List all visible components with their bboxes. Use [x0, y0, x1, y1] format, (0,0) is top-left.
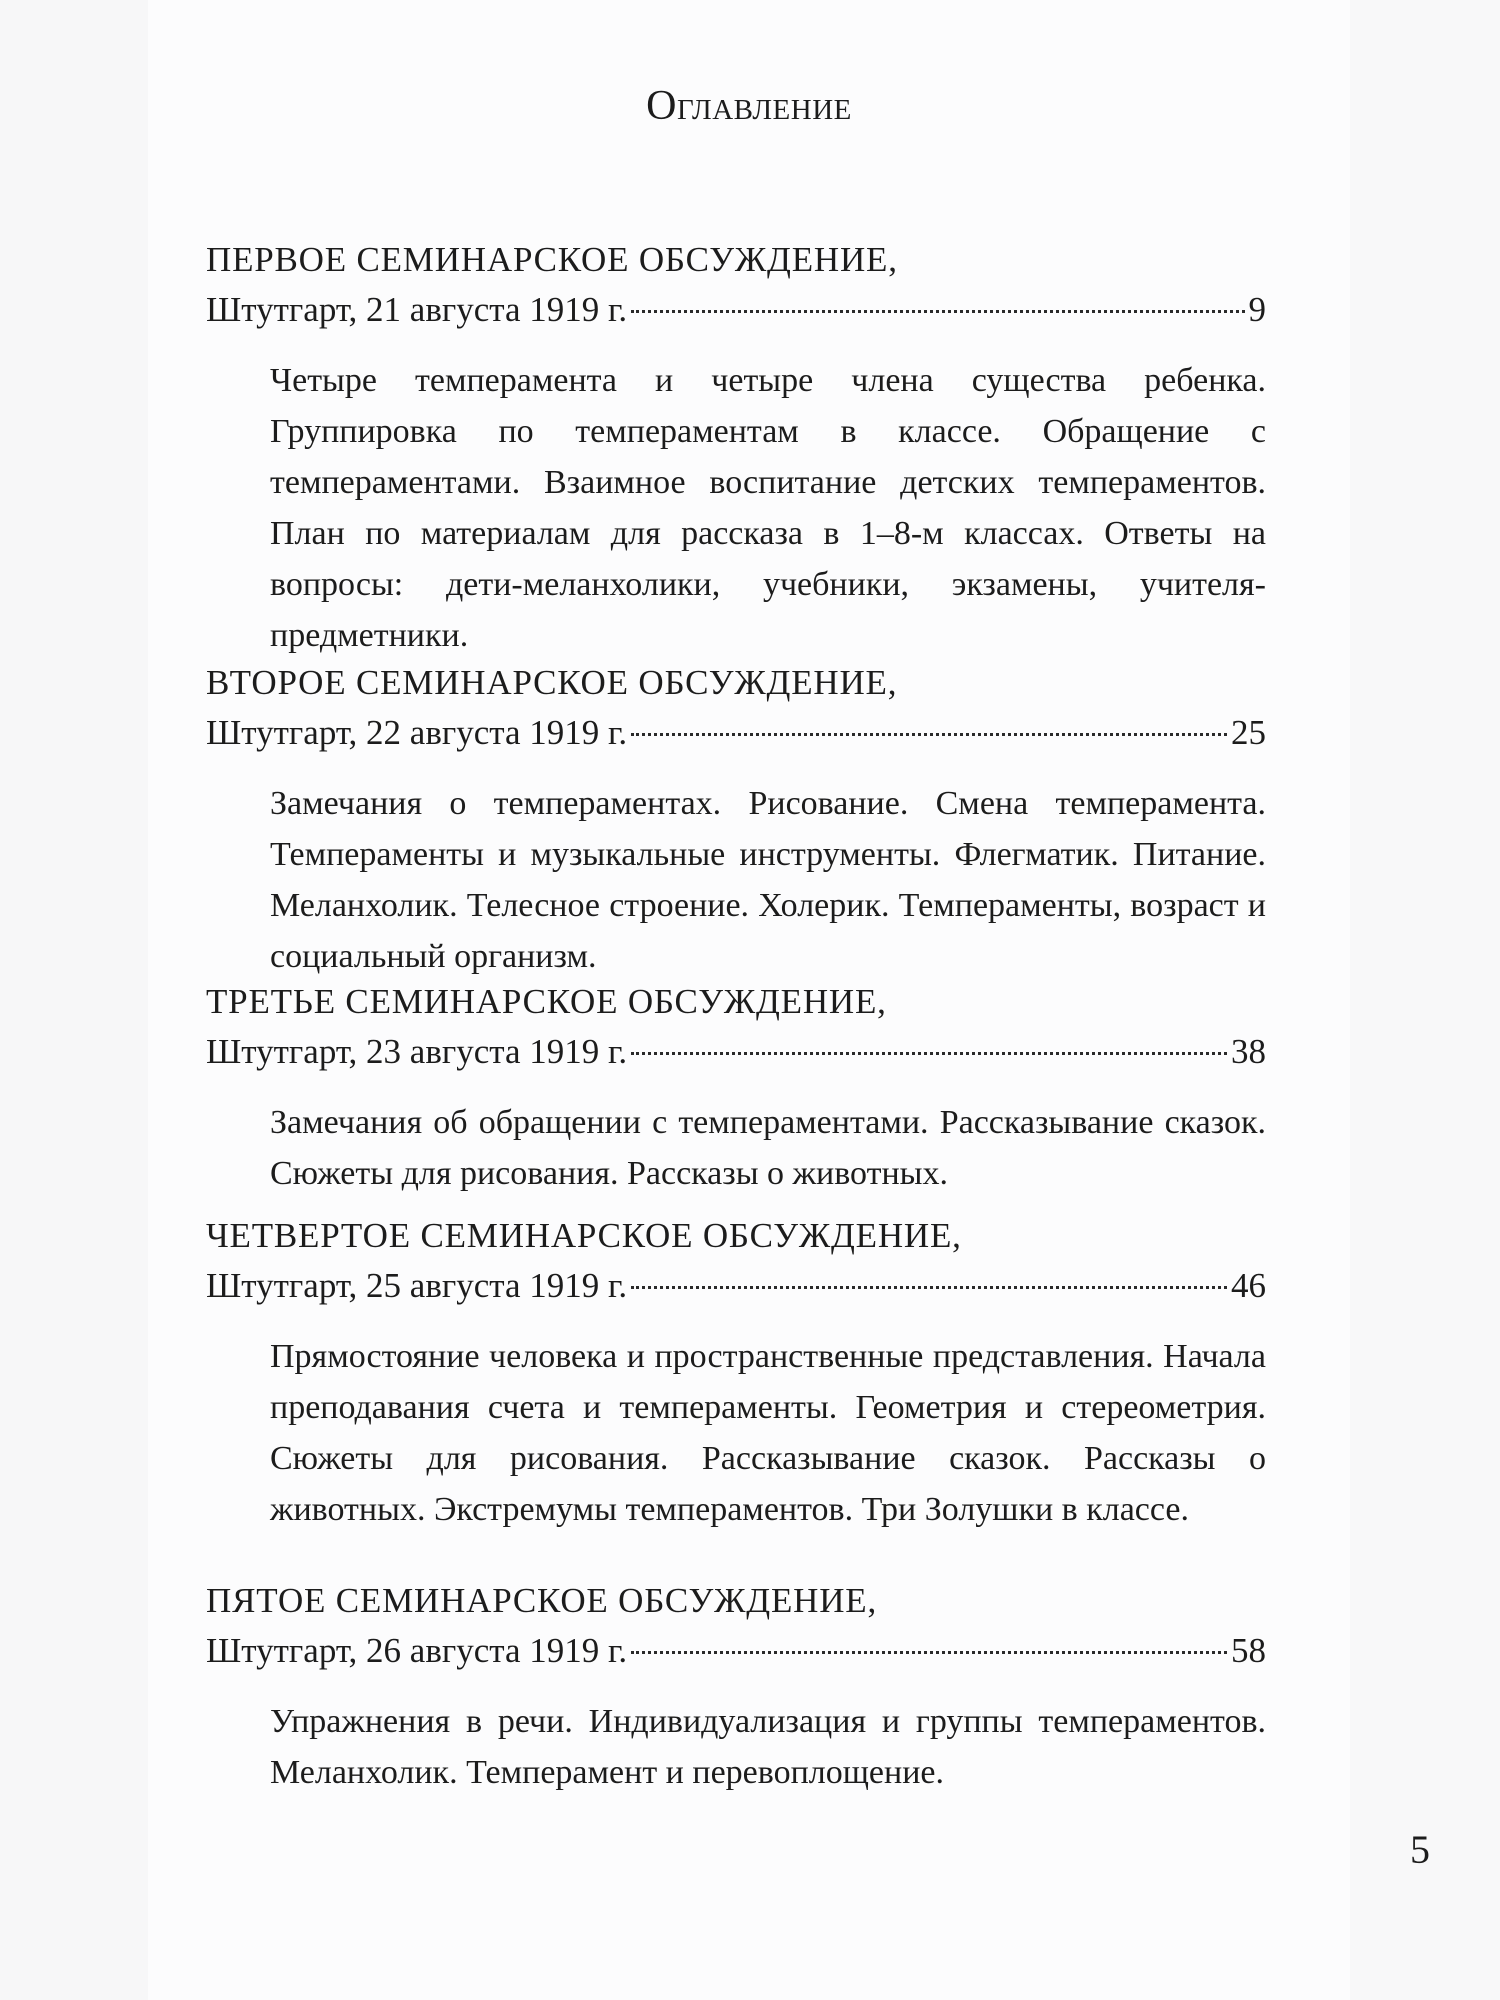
entry-description: Упражнения в речи. Индивидуализация и группы темпераментов. Меланхолик. Темперамент и перевоплощение. [270, 1703, 1266, 1791]
entry-page-number: 58 [1231, 1631, 1266, 1670]
toc-entry-2 [206, 658, 1408, 982]
toc-entry-1 [206, 235, 1408, 661]
entry-page-number: 46 [1231, 1266, 1266, 1305]
entry-title: ТРЕТЬЕ СЕМИНАРСКОЕ ОБСУЖДЕНИЕ, [206, 982, 887, 1021]
entry-title: ПЯТОЕ СЕМИНАРСКОЕ ОБСУЖДЕНИЕ, [206, 1581, 878, 1620]
book-page [148, 0, 1350, 2000]
entry-place-line [206, 1261, 1266, 1311]
entry-description: Замечания о темпераментах. Рисование. Смена темперамента. Темпераменты и музыкальные инструменты. Флегматик. Питание. Меланхолик. Телесное строение. Холерик. Темпераменты, возраст и социальный организм. [270, 785, 1266, 975]
entry-place-line [206, 285, 1266, 335]
entry-page-number: 9 [1248, 290, 1266, 329]
page-title: Оглавление [646, 83, 852, 129]
entry-place: Штутгарт, 21 августа 1919 г. [206, 290, 628, 329]
entry-title: ПЕРВОЕ СЕМИНАРСКОЕ ОБСУЖДЕНИЕ, [206, 240, 898, 279]
dot-leader [631, 1052, 1227, 1055]
entry-description: Прямостояние человека и пространственные представления. Начала преподавания счета и темпераменты. Геометрия и стереометрия. Сюжеты для рисования. Рассказывание сказок. Рассказы о животных. Экстремумы темпераментов. Три Золушки в классе. [270, 1338, 1266, 1528]
left-margin-strip [0, 0, 148, 2000]
toc-entry-5 [206, 1576, 1408, 1798]
entry-page-number: 25 [1231, 713, 1266, 752]
entry-page-number: 38 [1231, 1032, 1266, 1071]
page-number: 5 [1410, 1827, 1430, 1872]
dot-leader [631, 1651, 1227, 1654]
entry-place: Штутгарт, 23 августа 1919 г. [206, 1032, 628, 1071]
toc-entry-3 [206, 977, 1408, 1199]
entry-place-line [206, 708, 1266, 758]
entry-place: Штутгарт, 22 августа 1919 г. [206, 713, 628, 752]
entry-title: ВТОРОЕ СЕМИНАРСКОЕ ОБСУЖДЕНИЕ, [206, 663, 898, 702]
toc-entry-4 [206, 1211, 1408, 1535]
entry-place-line [206, 1626, 1266, 1676]
dot-leader [631, 1286, 1227, 1289]
dot-leader [631, 733, 1227, 736]
entry-place: Штутгарт, 26 августа 1919 г. [206, 1631, 628, 1670]
entry-description: Замечания об обращении с темпераментами. Рассказывание сказок. Сюжеты для рисования. Рассказы о животных. [270, 1104, 1266, 1192]
entry-place-line [206, 1027, 1266, 1077]
entry-place: Штутгарт, 25 августа 1919 г. [206, 1266, 628, 1305]
dot-leader [631, 310, 1244, 313]
entry-description: Четыре темперамента и четыре члена существа ребенка. Группировка по темпераментам в классе. Обращение с темпераментами. Взаимное воспитание детских темпераментов. План по материалам для рассказа в 1–8-м классах. Ответы на вопросы: дети-меланхолики, учебники, экзамены, учителя-предметники. [270, 362, 1266, 654]
entry-title: ЧЕТВЕРТОЕ СЕМИНАРСКОЕ ОБСУЖДЕНИЕ, [206, 1216, 962, 1255]
